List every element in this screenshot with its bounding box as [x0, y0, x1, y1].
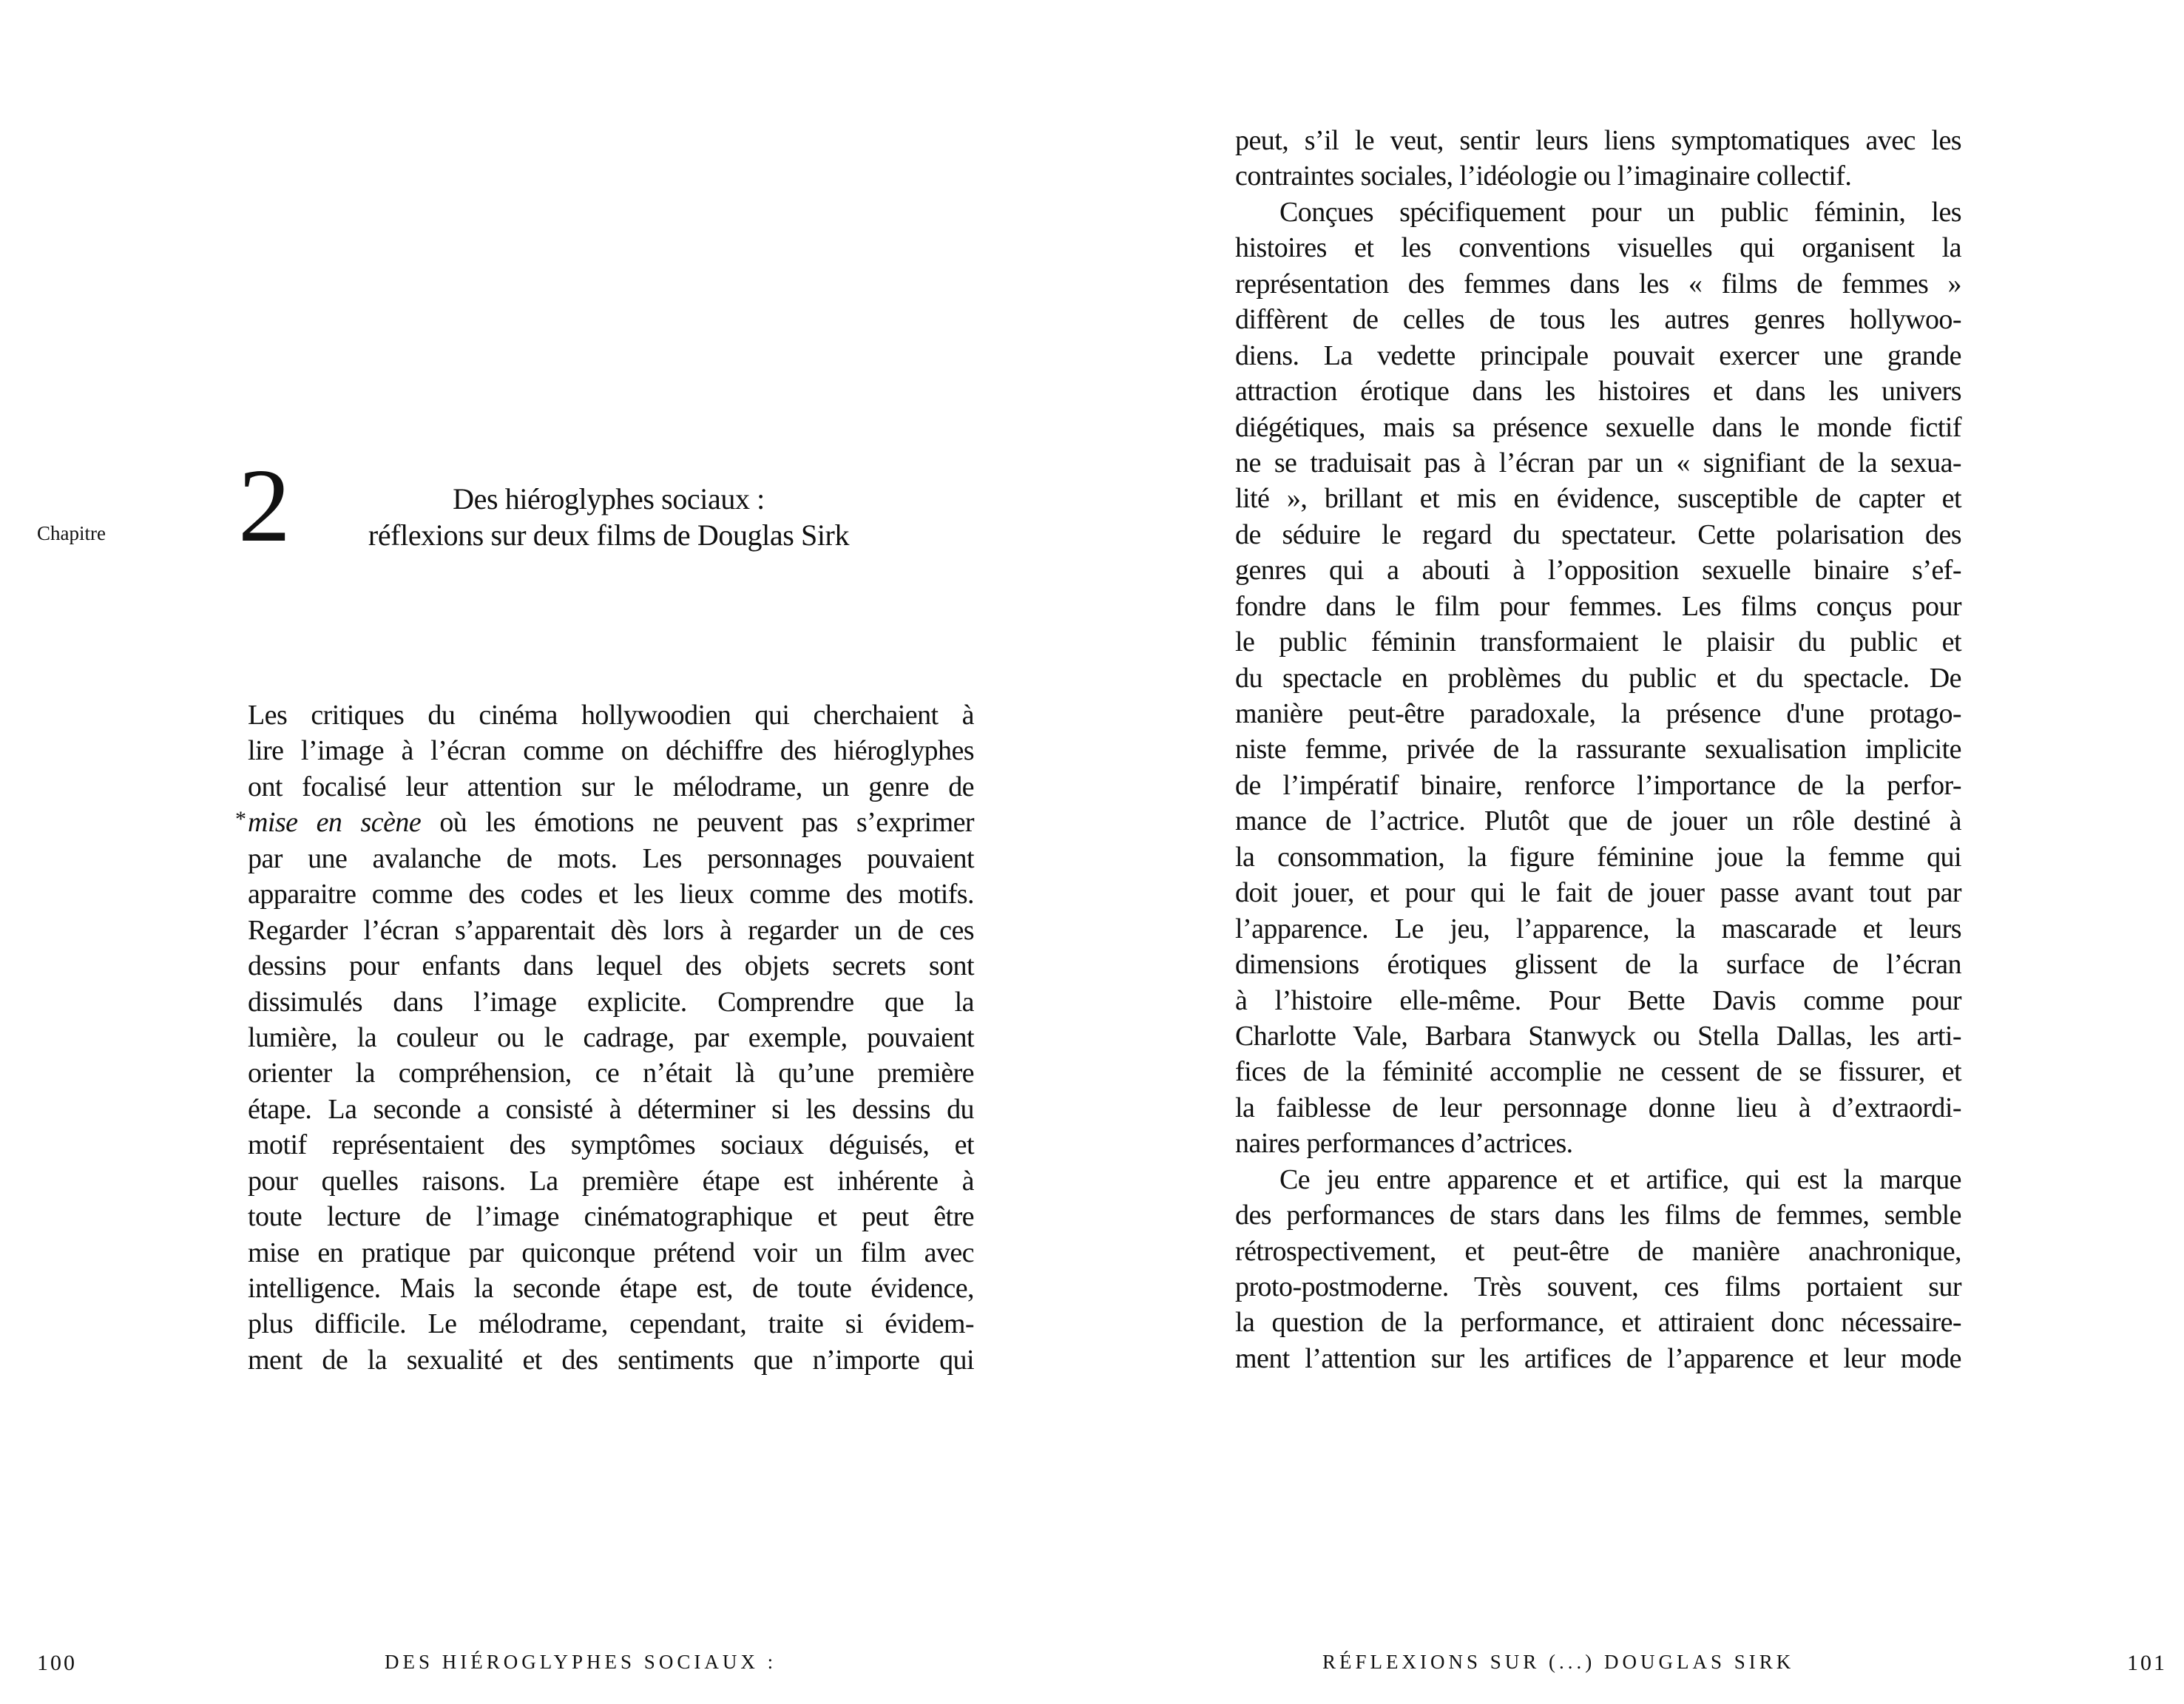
text-line-content: lité », brillant et mis en évidence, susceptible de capter et: [1235, 483, 1961, 515]
text-line: [248, 1055, 974, 1091]
text-line: [1235, 1018, 1961, 1054]
running-head-right: RÉFLEXIONS SUR (...) DOUGLAS SIRK: [1322, 1651, 1795, 1673]
text-line: [1235, 123, 1961, 158]
footnote-marker: *: [235, 807, 246, 832]
text-line: [248, 769, 974, 805]
text-line-content: Regarder l’écran s’apparentait dès lors à regarder un de ces: [248, 914, 974, 946]
text-line: [1235, 696, 1961, 731]
text-line: [248, 697, 974, 733]
text-line: [1235, 1090, 1961, 1126]
chapter-title: [340, 481, 877, 553]
text-line: [1235, 517, 1961, 552]
text-line: [248, 1020, 974, 1055]
left-body-text: [235, 697, 974, 1378]
text-line-content: le public féminin transformaient le plaisir du public et: [1235, 626, 1961, 658]
right-page: [1092, 0, 2183, 1704]
text-line-content: proto-postmoderne. Très souvent, ces films portaient sur: [1235, 1271, 1961, 1302]
text-line-content: dessins pour enfants dans lequel des objets secrets sont: [248, 950, 974, 982]
running-head-left: DES HIÉROGLYPHES SOCIAUX :: [385, 1651, 777, 1673]
text-line: [1235, 195, 1961, 230]
text-line: [1235, 803, 1961, 839]
text-line-content: du spectacle en problèmes du public et du spectacle. De: [1235, 662, 1961, 694]
page-number-right: 101: [2127, 1651, 2167, 1675]
text-line-content: l’apparence. Le jeu, l’apparence, la mascarade et leurs: [1235, 913, 1961, 944]
text-line-content: la faiblesse de leur personnage donne lieu à d’extraordi-: [1235, 1092, 1961, 1123]
text-line-content: lumière, la couleur ou le cadrage, par exemple, pouvaient: [248, 1021, 974, 1053]
text-line: [1235, 911, 1961, 947]
text-line: [248, 984, 974, 1020]
text-line-content: niste femme, privée de la rassurante sexualisation implicite: [1235, 734, 1961, 765]
text-line-content: genres qui a abouti à l’opposition sexuelle binaire s’ef-: [1235, 555, 1961, 586]
chapter-title-line: Des hiéroglyphes sociaux :: [453, 482, 765, 515]
text-line-content: Ce jeu entre apparence et et artifice, qui est la marque: [1279, 1163, 1961, 1195]
text-line-content: diens. La vedette principale pouvait exercer une grande: [1235, 339, 1961, 371]
text-line: [1235, 768, 1961, 803]
text-line-content: des performances de stars dans les films de femmes, semble: [1235, 1200, 1961, 1231]
text-line: [248, 1271, 974, 1306]
text-line: [248, 1199, 974, 1234]
text-line: [248, 1342, 974, 1378]
text-line-content: naires performances d’actrices.: [1235, 1128, 1573, 1160]
text-line-content: dissimulés dans l’image explicite. Comprendre que la: [248, 986, 974, 1018]
chapter-label: Chapitre: [37, 522, 106, 544]
text-line-content: histoires et les conventions visuelles qui organisent la: [1235, 232, 1961, 264]
text-line: [248, 841, 974, 876]
text-line-content: la question de la performance, et attiraient donc nécessaire-: [1235, 1307, 1961, 1339]
text-line-content: Charlotte Vale, Barbara Stanwyck ou Stella Dallas, les arti-: [1235, 1020, 1961, 1052]
text-line-content: lire l’image à l’écran comme on déchiffre des hiéroglyphes: [248, 735, 974, 767]
text-line: [1235, 1126, 1961, 1161]
text-line: [1235, 1341, 1961, 1376]
text-line: [1235, 731, 1961, 767]
text-line-content: attraction érotique dans les histoires et dans les univers: [1235, 376, 1961, 408]
text-line-content: mise en pratique par quiconque prétend voir un film avec: [248, 1237, 974, 1268]
text-line: [248, 876, 974, 912]
text-line: [1235, 839, 1961, 875]
text-line: [1235, 875, 1961, 910]
text-line: [1235, 660, 1961, 696]
text-line: [1235, 373, 1961, 409]
text-line: [248, 1092, 974, 1127]
text-line-content: manière peut-être paradoxale, la présence d'une protago-: [1235, 698, 1961, 729]
text-line: [1235, 589, 1961, 624]
text-line-content: mance de l’actrice. Plutôt que de jouer un rôle destiné à: [1235, 805, 1961, 837]
text-line-content: plus difficile. Le mélodrame, cependant, traite si évidem-: [248, 1308, 974, 1340]
text-line: [248, 1163, 974, 1199]
text-line-content: diffèrent de celles de tous les autres genres hollywoo-: [1235, 304, 1961, 336]
text-line-content: à l’histoire elle-même. Pour Bette Davis comme pour: [1235, 984, 1961, 1016]
text-line: [248, 733, 974, 768]
text-line-content: Conçues spécifiquement pour un public féminin, les: [1279, 196, 1961, 228]
text-line-content: la consommation, la figure féminine joue la femme qui: [1235, 841, 1961, 873]
text-line-content: où les émotions ne peuvent pas s’exprimer: [421, 807, 974, 839]
text-line-content: intelligence. Mais la seconde étape est, de toute évidence,: [248, 1273, 974, 1304]
text-line-content: dimensions érotiques glissent de la surface de l’écran: [1235, 949, 1961, 981]
text-line: [1235, 1197, 1961, 1233]
text-line-content: rétrospectivement, et peut-être de manière anachronique,: [1235, 1235, 1961, 1267]
text-line: [1235, 1305, 1961, 1340]
italic-term: mise en scène: [248, 807, 422, 839]
text-line-content: peut, s’il le veut, sentir leurs liens symptomatiques avec les: [1235, 125, 1961, 156]
text-line-content: diégétiques, mais sa présence sexuelle dans le monde fictif: [1235, 411, 1961, 443]
text-line: [1235, 1269, 1961, 1305]
text-line: [1235, 1054, 1961, 1089]
text-line-content: contraintes sociales, l’idéologie ou l’imaginaire collectif.: [1235, 160, 1852, 192]
text-line-content: ne se traduisait pas à l’écran par un « signifiant de la sexua-: [1235, 447, 1961, 479]
text-line: [1235, 266, 1961, 302]
text-line-content: motif représentaient des symptômes sociaux déguisés, et: [248, 1129, 974, 1161]
text-line-content: fondre dans le film pour femmes. Les films conçus pour: [1235, 590, 1961, 622]
text-line-content: ment l’attention sur les artifices de l’apparence et leur mode: [1235, 1342, 1961, 1374]
text-line: [1235, 947, 1961, 982]
text-line-content: fices de la féminité accomplie ne cessent de se fissurer, et: [1235, 1056, 1961, 1088]
text-line: [248, 1306, 974, 1342]
text-line-content: pour quelles raisons. La première étape est inhérente à: [248, 1165, 974, 1197]
text-line-content: apparaitre comme des codes et les lieux comme des motifs.: [248, 879, 974, 910]
text-line: [1235, 302, 1961, 337]
text-line-content: orienter la compréhension, ce n’était là qu’une première: [248, 1058, 974, 1089]
text-line: [1235, 624, 1961, 660]
text-line: [1235, 481, 1961, 516]
text-line: [1235, 983, 1961, 1018]
right-body-text: [1235, 123, 1961, 1376]
text-line-content: de l’impératif binaire, renforce l’importance de la perfor-: [1235, 769, 1961, 801]
text-line: [1235, 1234, 1961, 1269]
text-line-content: représentation des femmes dans les « films de femmes »: [1235, 268, 1961, 300]
text-line-content: doit jouer, et pour qui le fait de jouer passe avant tout par: [1235, 877, 1961, 909]
text-line: [1235, 445, 1961, 481]
text-line: [1235, 230, 1961, 266]
text-line-content: étape. La seconde a consisté à déterminer si les dessins du: [248, 1093, 974, 1125]
text-line-content: Les critiques du cinéma hollywoodien qui cherchaient à: [248, 700, 974, 731]
text-line-content: ont focalisé leur attention sur le mélodrame, un genre de: [248, 771, 974, 802]
text-line-content: toute lecture de l’image cinématographique et peut être: [248, 1201, 974, 1233]
text-line: [1235, 552, 1961, 588]
text-line-content: de séduire le regard du spectateur. Cette polarisation des: [1235, 518, 1961, 550]
text-line: [235, 805, 974, 840]
text-line: [1235, 410, 1961, 445]
text-line: [248, 948, 974, 984]
text-line-content: ment de la sexualité et des sentiments que n’importe qui: [248, 1344, 974, 1376]
text-line: [1235, 158, 1961, 194]
chapter-title-line: réflexions sur deux films de Douglas Sirk: [368, 518, 850, 552]
text-line: [248, 1127, 974, 1163]
text-line: [248, 913, 974, 948]
text-line: [248, 1235, 974, 1271]
chapter-number: 2: [238, 447, 291, 564]
text-line-content: par une avalanche de mots. Les personnages pouvaient: [248, 842, 974, 874]
text-line: [1235, 1162, 1961, 1197]
text-line: [1235, 338, 1961, 373]
page-number-left: 100: [37, 1651, 77, 1675]
